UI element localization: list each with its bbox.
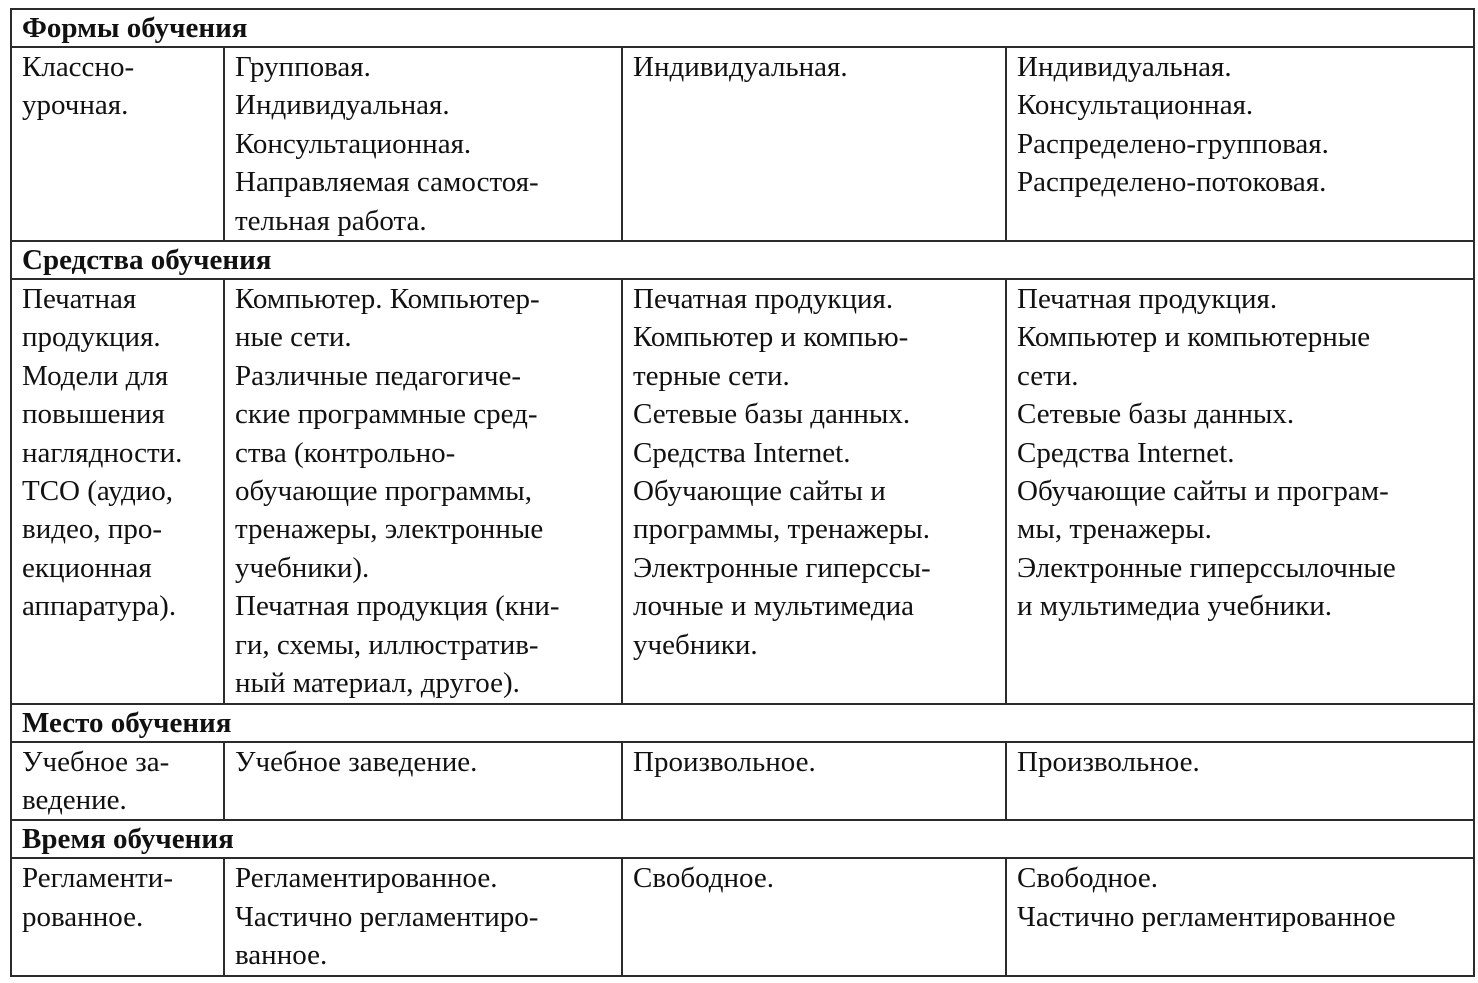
- cell-line: Сетевые базы данных.: [633, 398, 911, 431]
- cell-line: Средства Internet.: [1017, 436, 1235, 469]
- table-cell: [224, 47, 622, 241]
- cell-line: Компьютер. Компьютер-: [235, 283, 540, 316]
- cell-line: Распределено-потоковая.: [1017, 166, 1327, 199]
- cell-line: Частично регламентиро-: [235, 900, 539, 933]
- section-header-place: [11, 704, 1474, 742]
- table-cell: [11, 279, 224, 703]
- table-cell: [224, 279, 622, 703]
- section-header-time: [11, 820, 1474, 858]
- table-cell: [11, 47, 224, 241]
- cell-line: лочные и мультимедиа: [633, 590, 915, 623]
- table-cell: [224, 858, 622, 975]
- section-row-place: [11, 742, 1474, 821]
- cell-line: программы, тренажеры.: [633, 513, 931, 546]
- cell-line: мы, тренажеры.: [1017, 513, 1212, 546]
- cell-line: Свободное.: [633, 862, 775, 895]
- cell-line: Компьютер и компьютерные: [1017, 321, 1371, 354]
- cell-line: Произвольное.: [633, 745, 816, 778]
- cell-line: и мультимедиа учебники.: [1017, 590, 1332, 623]
- cell-line: Свободное.: [1017, 862, 1159, 895]
- cell-line: Учебное за-: [22, 745, 170, 778]
- cell-line: наглядности.: [22, 436, 183, 469]
- learning-comparison-table: [10, 8, 1475, 977]
- cell-line: Классно-: [22, 51, 135, 83]
- cell-line: повышения: [22, 398, 165, 431]
- cell-line: Групповая.: [235, 51, 371, 83]
- cell-line: ТСО (аудио,: [22, 475, 174, 508]
- cell-line: Направляемая самостоя-: [235, 166, 539, 199]
- table-cell: [1006, 858, 1474, 975]
- section-header-means: [11, 241, 1474, 279]
- cell-line: ванное.: [235, 939, 328, 972]
- cell-line: ства (контрольно-: [235, 436, 456, 469]
- cell-line: Консультационная.: [1017, 89, 1254, 122]
- cell-line: Сетевые базы данных.: [1017, 398, 1295, 431]
- cell-line: ные сети.: [235, 321, 352, 354]
- cell-line: рованное.: [22, 900, 144, 933]
- cell-line: ги, схемы, иллюстратив-: [235, 628, 539, 661]
- cell-line: Средства Internet.: [633, 436, 851, 469]
- section-header-forms: [11, 9, 1474, 47]
- cell-line: Печатная: [22, 283, 137, 316]
- cell-line: ские программные сред-: [235, 398, 538, 431]
- table-body: [11, 9, 1474, 976]
- cell-line: тренажеры, электронные: [235, 513, 544, 546]
- cell-line: Обучающие сайты и: [633, 475, 886, 508]
- cell-line: Регламенти-: [22, 862, 173, 895]
- cell-line: Распределено-групповая.: [1017, 127, 1329, 160]
- cell-line: Консультационная.: [235, 127, 472, 160]
- cell-line: Индивидуальная.: [1017, 51, 1232, 83]
- cell-line: ный материал, другое).: [235, 667, 520, 700]
- cell-line: урочная.: [22, 89, 129, 122]
- cell-line: терные сети.: [633, 359, 790, 392]
- cell-line: ведение.: [22, 783, 127, 816]
- cell-line: тельная работа.: [235, 204, 427, 237]
- cell-line: Различные педагогиче-: [235, 359, 521, 392]
- table-cell: [622, 858, 1006, 975]
- cell-line: Печатная продукция.: [1017, 283, 1278, 316]
- cell-line: Индивидуальная.: [235, 89, 450, 122]
- table-cell: [11, 858, 224, 975]
- table-cell: [1006, 279, 1474, 703]
- section-title: Средства обучения: [11, 241, 1474, 279]
- table-cell: [1006, 47, 1474, 241]
- cell-line: Компьютер и компью-: [633, 321, 909, 354]
- table-cell: [622, 279, 1006, 703]
- table-cell: [1006, 742, 1474, 821]
- cell-line: Произвольное.: [1017, 745, 1200, 778]
- section-title: Место обучения: [11, 704, 1474, 742]
- cell-line: Обучающие сайты и програм-: [1017, 475, 1389, 508]
- cell-line: видео, про-: [22, 513, 163, 546]
- cell-line: учебники).: [235, 551, 370, 584]
- section-row-means: [11, 279, 1474, 703]
- cell-line: Индивидуальная.: [633, 51, 848, 83]
- cell-line: Электронные гиперссы-: [633, 551, 931, 584]
- cell-line: Модели для: [22, 359, 169, 392]
- table-cell: [224, 742, 622, 821]
- section-title: Время обучения: [11, 820, 1474, 858]
- cell-line: Электронные гиперссылочные: [1017, 551, 1396, 584]
- table-cell: [11, 742, 224, 821]
- section-row-time: [11, 858, 1474, 975]
- cell-line: обучающие программы,: [235, 475, 532, 508]
- cell-line: Регламентированное.: [235, 862, 498, 895]
- section-title: Формы обучения: [11, 9, 1474, 47]
- cell-line: Печатная продукция.: [633, 283, 894, 316]
- cell-line: продукция.: [22, 321, 161, 354]
- cell-line: учебники.: [633, 628, 758, 661]
- table-cell: [622, 742, 1006, 821]
- cell-line: Учебное заведение.: [235, 745, 478, 778]
- cell-line: Частично регламентированное: [1017, 900, 1396, 933]
- cell-line: сети.: [1017, 359, 1079, 392]
- table-cell: [622, 47, 1006, 241]
- cell-line: екционная: [22, 551, 152, 584]
- section-row-forms: [11, 47, 1474, 241]
- cell-line: аппаратура).: [22, 590, 177, 623]
- cell-line: Печатная продукция (кни-: [235, 590, 560, 623]
